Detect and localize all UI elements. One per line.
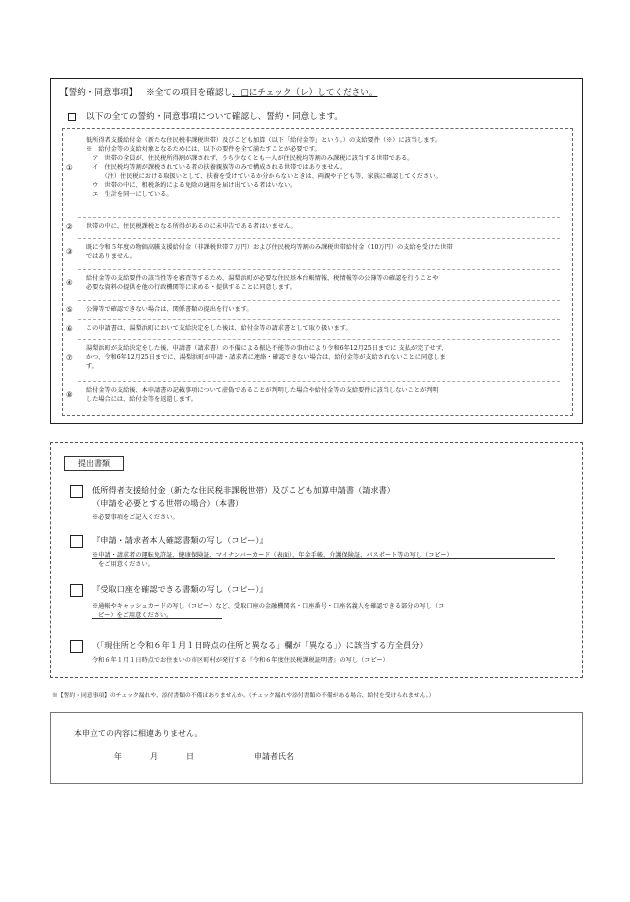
pledge-item-text	[86, 222, 556, 231]
doc-application-note: ※必要事項をご記入ください。	[92, 514, 179, 521]
pledge-item-separator	[78, 381, 560, 382]
pledge-item-line: ア 世帯の全員が、住民税所得割が課されず、うち少なくとも一人が住民税均等割のみ課税に該当する世帯である。	[86, 155, 414, 162]
pledge-item-text	[86, 324, 556, 333]
pledge-item-line: エ 生計を同一にしている。	[86, 191, 173, 198]
pledge-item-number: ⑤	[66, 304, 73, 314]
pledge-item-line: 湯梨浜町が支給決定をした後、申請書（請求書）の不備による振込不能等の事由により令和6年12月25日までに 支払が完了せず、	[86, 345, 448, 352]
pledge-item-line: 公簿等で確認できない場合は、関係書類の提出を行います。	[86, 306, 253, 313]
pledge-item-separator	[78, 339, 560, 340]
pledge-item-line: ウ 世帯の中に、租税条約による免除の適用を届け出ている者はいない。	[86, 182, 297, 189]
agree-all-label: 以下の全ての誓約・同意事項について確認し、誓約・同意します。	[86, 112, 343, 122]
doc-account-note-2: ピー）をご用意ください。	[92, 612, 173, 619]
submission-title: 提出書類	[64, 456, 124, 471]
doc-checkbox-certificate[interactable]	[70, 640, 83, 653]
pledge-item-line: 給付金等の支給要件の該当性等を審査等するため、湯梨浜町が必要な住民基本台帳情報、税情報等の公簿等の確認を行うことや	[86, 275, 439, 282]
pledge-item-number: ①	[66, 162, 73, 172]
doc-checkbox-application[interactable]	[70, 485, 83, 498]
pledge-header-instruction-b: 、□にチェック（レ）してください。	[232, 88, 378, 98]
pledge-item-separator	[78, 300, 560, 301]
pledge-item-number: ⑧	[66, 390, 73, 399]
doc-account-note: ※通帳やキャッシュカードの写し（コピー）など、受取口座の金融機関名・口座番号・口座名義人を確認できる部分の写し（コ	[92, 603, 445, 610]
doc-account-title: 『受取口座を確認できる書類の写し（コピー）』	[92, 584, 268, 594]
pledge-item-number: ⑦	[66, 352, 73, 362]
doc-id-underline	[92, 558, 555, 559]
footnote: ※【誓約・同意事項】のチェック漏れや、添付書類の不備はありませんか。（チェック漏れや添付書類の不備がある場合、給付を受けられません。）	[52, 693, 435, 699]
pledge-item-line: この申請書は、湯梨浜町において支給決定をした後は、給付金等の請求書として取り扱います。	[86, 325, 352, 332]
pledge-header-label: 【誓約・同意事項】	[60, 88, 138, 98]
pledge-item-separator	[78, 319, 560, 320]
pledge-item-line: 給付金等の支給後、本申請書の記載事項について虚偽であることが判明した場合や給付金等の支給要件に該当しないことが判明	[86, 387, 439, 394]
pledge-item-text	[86, 386, 556, 404]
pledge-item-line: イ 住民税均等割が課税されている者の扶養親族等のみで構成される世帯ではありません。	[86, 164, 347, 171]
pledge-item-line: 世帯の中に、住民税課税となる所得があるのに未申告である者はいません。	[86, 223, 297, 230]
date-year-label: 年	[114, 752, 122, 761]
pledge-item-number: ⑥	[66, 323, 73, 333]
agree-all-checkbox[interactable]	[68, 113, 76, 121]
pledge-item-separator	[78, 238, 560, 239]
pledge-item-number: ②	[66, 221, 73, 231]
date-month-label: 月	[150, 752, 158, 761]
doc-id-note-2: をご用意ください。	[92, 561, 154, 568]
date-day-label: 日	[186, 752, 194, 761]
doc-application-title: 低所得者支援給付金（新たな住民税非課税世帯）及びこども加算申請書（請求書）	[92, 485, 395, 495]
pledge-item-line: かつ、令和6年12月25日までに、湯梨浜町が申請・請求者に連絡・確認できない場合は、給付金等が支給されないことに同意しま	[86, 354, 446, 361]
doc-certificate-title: （「現住所と令和６年１月１日時点の住所と異なる」欄が「異なる」）に該当する方全員分）	[92, 640, 428, 650]
pledge-item-line: す。	[86, 363, 98, 370]
pledge-item-text	[86, 305, 556, 314]
doc-id-title: 『申請・請求者本人確認書類の写し（コピー）』	[92, 535, 268, 545]
pledge-item-separator	[78, 217, 560, 218]
pledge-item-line: 低所得者支援給付金（新たな住民税非課税世帯）及びこども加算（以下「給付金等」という。）の支給要件（※）に該当します。	[86, 137, 442, 144]
declaration-text: 本申立ての内容に相違ありません。	[74, 729, 203, 738]
pledge-item-line: 必要な資料の提供を他の行政機関等に求める・提供することに同意します。	[86, 284, 296, 291]
pledge-item-line: した場合には、給付金等を返還します。	[86, 396, 197, 403]
doc-account-underline	[92, 618, 222, 619]
doc-id-note: ※申請・請求者の運転免許証、健康保険証、マイナンバーカード（表面）、年金手帳、介護保険証、パスポート等の写し（コピー）	[92, 552, 453, 559]
doc-checkbox-account[interactable]	[70, 584, 83, 597]
doc-certificate-note: 令和６年１月１日時点でお住まいの市区町村が発行する『令和６年度住民税課税証明書』の写し（コピー）	[92, 657, 389, 664]
pledge-header	[60, 86, 377, 98]
declaration-section	[50, 712, 583, 784]
pledge-item-separator	[78, 269, 560, 270]
applicant-name-label: 申請者氏名	[254, 752, 294, 761]
pledge-item-text	[86, 243, 556, 261]
pledge-item-line: ではありません。	[86, 253, 136, 260]
pledge-item-number: ④	[66, 278, 73, 287]
pledge-item-number: ③	[66, 247, 73, 256]
doc-application-title-2: （申請を必要とする世帯の場合）（本書）	[92, 498, 244, 508]
pledge-header-instruction-a: ※全ての項目を確認し	[146, 88, 233, 98]
pledge-item-line: ※ 給付金等の支給対象となるためには、以下の要件を全て満たすことが必要です。	[86, 146, 321, 153]
pledge-item-line: （注）住民税における取扱いとして、扶養を受けているか分からないときは、両親や子ども等、家族に確認してください。	[86, 173, 442, 180]
agree-all-row[interactable]	[68, 110, 343, 122]
pledge-item-text	[86, 274, 556, 292]
pledge-item-text	[86, 136, 556, 199]
pledge-item-text	[86, 344, 556, 371]
pledge-item-line: 既に令和５年度の物価高騰支援給付金（非課税世帯７万円）および住民税均等割のみ課税世帯給付金（10万円）の支給を受けた世帯	[86, 244, 453, 251]
doc-checkbox-id[interactable]	[70, 535, 83, 548]
